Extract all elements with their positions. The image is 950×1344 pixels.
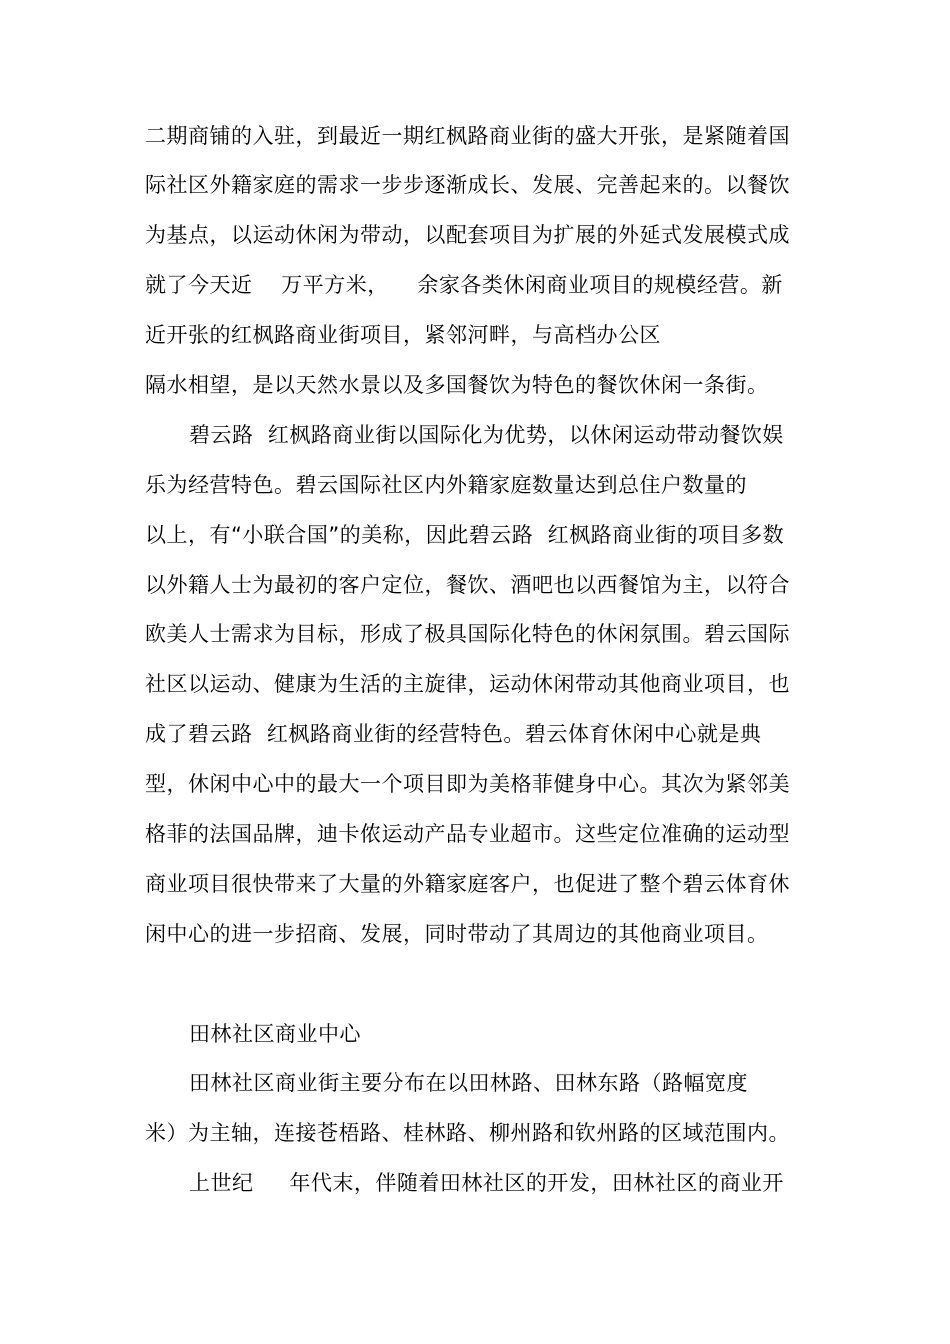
text-line: 欧美人士需求为目标，形成了极具国际化特色的休闲氛围。碧云国际 xyxy=(145,622,790,646)
text-line: 碧云路 红枫路商业街以国际化为优势，以休闲运动带动餐饮娱 xyxy=(189,423,784,447)
text-line: 就了今天近 万平方米， 余家各类休闲商业项目的规模经营。新 xyxy=(145,273,783,297)
text-line: 田林社区商业街主要分布在以田林路、田林东路（路幅宽度 xyxy=(189,1071,748,1095)
text-line: 乐为经营特色。碧云国际社区内外籍家庭数量达到总住户数量的 xyxy=(145,473,747,497)
text-line: 成了碧云路 红枫路商业街的经营特色。碧云体育休闲中心就是典 xyxy=(145,722,762,746)
text-line: 隔水相望，是以天然水景以及多国餐饮为特色的餐饮休闲一条街。 xyxy=(145,373,769,397)
text-line: 以上，有“小联合国”的美称，因此碧云路 红枫路商业街的项目多数 xyxy=(145,523,785,547)
text-line: 商业项目很快带来了大量的外籍家庭客户，也促进了整个碧云体育休 xyxy=(145,872,790,896)
text-line: 为基点，以运动休闲为带动，以配套项目为扩展的外延式发展模式成 xyxy=(145,223,790,247)
text-line: 二期商铺的入驻，到最近一期红枫路商业街的盛大开张，是紧随着国 xyxy=(145,124,790,148)
text-line: 格菲的法国品牌，迪卡侬运动产品专业超市。这些定位准确的运动型 xyxy=(145,822,790,846)
text-line: 米）为主轴，连接苍梧路、桂林路、柳州路和钦州路的区域范围内。 xyxy=(145,1121,790,1145)
text-line: 际社区外籍家庭的需求一步步逐渐成长、发展、完善起来的。以餐饮 xyxy=(145,173,790,197)
text-line: 以外籍人士为最初的客户定位，餐饮、酒吧也以西餐馆为主，以符合 xyxy=(145,573,790,597)
text-line: 社区以运动、健康为生活的主旋律，运动休闲带动其他商业项目，也 xyxy=(145,672,790,696)
text-line: 近开张的红枫路商业街项目，紧邻河畔，与高档办公区 xyxy=(145,323,661,347)
text-line: 上世纪 年代末，伴随着田林社区的开发，田林社区的商业开 xyxy=(189,1171,784,1195)
text-line: 型，休闲中心中的最大一个项目即为美格菲健身中心。其次为紧邻美 xyxy=(145,772,790,796)
section-heading: 田林社区商业中心 xyxy=(189,1022,361,1046)
text-line: 闲中心的进一步招商、发展，同时带动了其周边的其他商业项目。 xyxy=(145,922,769,946)
